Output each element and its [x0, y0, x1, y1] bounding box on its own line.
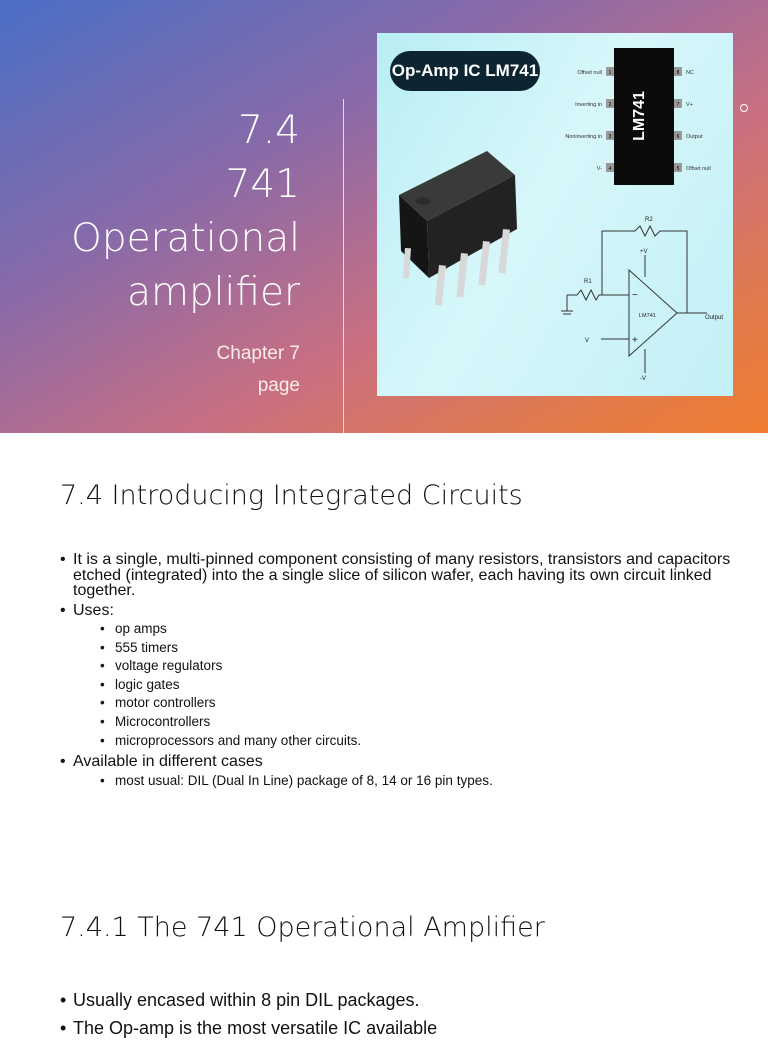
circuit-vplus-label: +V [640, 249, 648, 255]
sub-list [73, 772, 748, 791]
list-item-text: Uses: [73, 601, 114, 619]
pin-label: V+ [686, 102, 693, 108]
list-item [60, 754, 748, 790]
pin-number: 5 [676, 166, 680, 172]
sub-list-item: • logic gates [100, 676, 748, 695]
list-item [60, 552, 748, 599]
subtitle-line: page [257, 375, 300, 396]
pin-label: NC [686, 70, 694, 76]
pinout-diagram-icon [565, 48, 710, 185]
circuit-output-label: Output [705, 315, 724, 321]
circuit-vin-label: V [585, 338, 590, 344]
title-line: 7.4 [237, 108, 300, 153]
sub-list [73, 620, 748, 750]
circuit-amp-label: LM741 [639, 313, 656, 319]
section-heading: 7.4 Introducing Integrated Circuits [60, 480, 523, 511]
sub-list-item: • op amps [100, 620, 748, 639]
list-item-text: It is a single, multi-pinned component consisting of many resistors, transistors and capacitors etched (integrated) into the a single slice of silicon wafer, each having its own circuit linked together. [73, 551, 731, 599]
bullet-list [60, 548, 748, 790]
pin-number: 8 [676, 70, 680, 76]
title-slide [0, 0, 768, 433]
section-heading: 7.4.1 The 741 Operational Amplifier [60, 912, 545, 943]
pin-number: 7 [676, 102, 680, 108]
dip-chip-icon [399, 151, 517, 306]
pin-label: Output [686, 134, 703, 140]
op-amp-illustration [377, 33, 733, 396]
pin-number: 6 [676, 134, 680, 140]
slide-subtitle [217, 338, 300, 402]
circuit-r1-label: R1 [584, 279, 592, 285]
op-amp-picture [377, 33, 733, 396]
circuit-minus-label: − [632, 290, 638, 301]
circle-marker-icon [740, 104, 748, 112]
circuit-r2-label: R2 [645, 217, 653, 223]
sub-list-item: • motor controllers [100, 694, 748, 713]
pin-label: V- [596, 166, 602, 172]
pin-number: 1 [608, 70, 612, 76]
pin-number: 4 [608, 166, 612, 172]
chip-label: LM741 [631, 91, 648, 141]
picture-badge: Op-Amp IC LM741 [390, 51, 540, 91]
sub-list-item: • voltage regulators [100, 657, 748, 676]
sub-list-item: • microprocessors and many other circuits. [100, 732, 748, 751]
sub-list-item: • 555 timers [100, 639, 748, 658]
pin-label: Inverting in [575, 102, 602, 108]
subtitle-line: Chapter 7 [216, 343, 300, 364]
title-line: amplifier [127, 270, 300, 315]
sub-list-item: • Microcontrollers [100, 713, 748, 732]
title-divider [343, 99, 344, 433]
title-line: 741 [225, 162, 300, 207]
pin-number: 2 [608, 102, 612, 108]
title-line: Operational [71, 216, 300, 261]
pin-number: 3 [608, 134, 612, 140]
list-item [60, 603, 748, 751]
list-item: • The Op-amp is the most versatile IC available [60, 1016, 748, 1040]
slide-title [71, 104, 300, 320]
pin-label: Offset null [577, 70, 602, 76]
pin-label: Noninverting in [565, 134, 602, 140]
bullet-list [60, 984, 748, 1040]
list-item: • Usually encased within 8 pin DIL packages. [60, 988, 748, 1012]
sub-list-item: • most usual: DIL (Dual In Line) package of 8, 14 or 16 pin types. [100, 772, 748, 791]
circuit-vminus-label: -V [640, 376, 646, 382]
circuit-plus-label: + [632, 335, 638, 346]
list-item-text: Available in different cases [73, 753, 263, 771]
pin-label: Offset null [686, 166, 711, 172]
